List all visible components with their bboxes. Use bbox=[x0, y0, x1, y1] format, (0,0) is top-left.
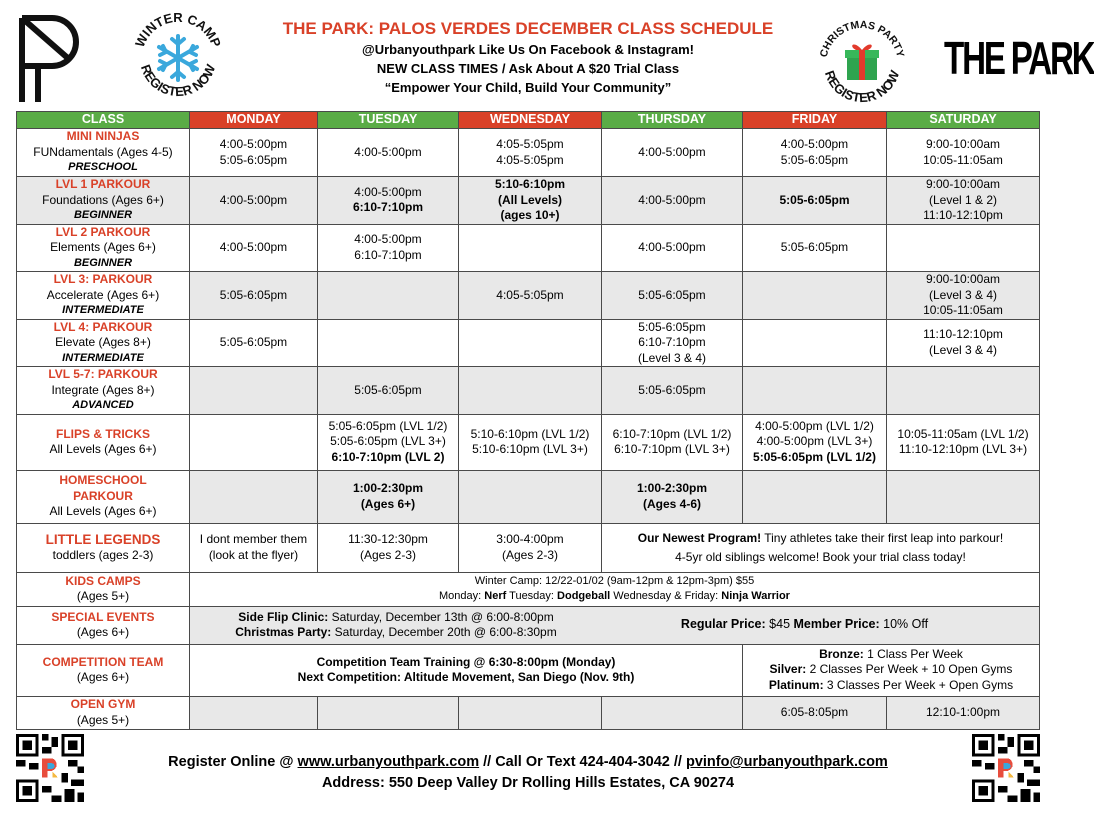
time-cell-thursday bbox=[602, 696, 743, 729]
time-cell-thursday: 6:10-7:10pm (LVL 1/2) 6:10-7:10pm (LVL 3+) bbox=[602, 414, 743, 470]
row-special-events bbox=[17, 606, 1040, 644]
svg-text:REGISTER NOW: REGISTER NOW bbox=[137, 62, 219, 100]
time-cell-thursday: 5:05-6:05pm bbox=[602, 272, 743, 320]
time-cell-tuesday bbox=[318, 272, 459, 320]
little-legends-promo: Our Newest Program! Tiny athletes take their first leap into parkour! 4-5yr old siblings welcome! Book your trial class today! bbox=[602, 523, 1040, 572]
time-cell-wednesday: 4:05-5:05pm 4:05-5:05pm bbox=[459, 129, 602, 177]
time-cell-tuesday: 1:00-2:30pm (Ages 6+) bbox=[318, 470, 459, 523]
page-title: THE PARK: PALOS VERDES DECEMBER CLASS SCHEDULE bbox=[282, 19, 774, 38]
class-cell: MINI NINJAS FUNdamentals (Ages 4-5) PRESCHOOL bbox=[17, 129, 190, 177]
time-cell-saturday bbox=[887, 224, 1040, 272]
christmas-party-badge bbox=[812, 12, 912, 112]
col-header-friday: FRIDAY bbox=[743, 112, 887, 129]
row-lvl1-parkour bbox=[17, 177, 1040, 225]
col-header-class: CLASS bbox=[17, 112, 190, 129]
time-cell-tuesday bbox=[318, 696, 459, 729]
class-cell: LVL 3: PARKOUR Accelerate (Ages 6+) INTERMEDIATE bbox=[17, 272, 190, 320]
row-mini-ninjas bbox=[17, 129, 1040, 177]
time-cell-monday: 5:05-6:05pm bbox=[190, 319, 318, 367]
class-cell: SPECIAL EVENTS (Ages 6+) bbox=[17, 606, 190, 644]
row-open-gym bbox=[17, 696, 1040, 729]
page-header bbox=[0, 0, 1094, 112]
time-cell-saturday: 9:00-10:00am 10:05-11:05am bbox=[887, 129, 1040, 177]
col-header-tuesday: TUESDAY bbox=[318, 112, 459, 129]
competition-training-info: Competition Team Training @ 6:30-8:00pm (Monday) Next Competition: Altitude Movement, San Diego (Nov. 9th) bbox=[190, 644, 743, 696]
row-kids-camps bbox=[17, 572, 1040, 606]
website-link[interactable]: www.urbanyouthpark.com bbox=[297, 754, 480, 770]
class-schedule-table bbox=[16, 111, 1040, 730]
time-cell-friday bbox=[743, 367, 887, 415]
class-cell: HOMESCHOOL PARKOUR All Levels (Ages 6+) bbox=[17, 470, 190, 523]
time-cell-friday: 4:00-5:00pm (LVL 1/2) 4:00-5:00pm (LVL 3+) 5:05-6:05pm (LVL 1/2) bbox=[743, 414, 887, 470]
time-cell-friday: 5:05-6:05pm bbox=[743, 224, 887, 272]
time-cell-thursday: 1:00-2:30pm (Ages 4-6) bbox=[602, 470, 743, 523]
time-cell-monday: I dont member them (look at the flyer) bbox=[190, 523, 318, 572]
time-cell-wednesday bbox=[459, 696, 602, 729]
header-text-block bbox=[250, 18, 806, 97]
time-cell-wednesday bbox=[459, 367, 602, 415]
class-cell: COMPETITION TEAM (Ages 6+) bbox=[17, 644, 190, 696]
row-lvl4-parkour bbox=[17, 319, 1040, 367]
time-cell-saturday: 9:00-10:00am (Level 1 & 2) 11:10-12:10pm bbox=[887, 177, 1040, 225]
time-cell-friday bbox=[743, 319, 887, 367]
class-cell: LVL 4: PARKOUR Elevate (Ages 8+) INTERMEDIATE bbox=[17, 319, 190, 367]
email-link[interactable]: pvinfo@urbanyouthpark.com bbox=[685, 754, 888, 770]
time-cell-saturday bbox=[887, 470, 1040, 523]
time-cell-monday bbox=[190, 470, 318, 523]
class-cell: KIDS CAMPS (Ages 5+) bbox=[17, 572, 190, 606]
col-header-wednesday: WEDNESDAY bbox=[459, 112, 602, 129]
col-header-thursday: THURSDAY bbox=[602, 112, 743, 129]
time-cell-friday: 4:00-5:00pm 5:05-6:05pm bbox=[743, 129, 887, 177]
class-cell: FLIPS & TRICKS All Levels (Ages 6+) bbox=[17, 414, 190, 470]
row-lvl3-parkour bbox=[17, 272, 1040, 320]
time-cell-wednesday: 4:05-5:05pm bbox=[459, 272, 602, 320]
time-cell-friday: 5:05-6:05pm bbox=[743, 177, 887, 225]
qr-code-icon[interactable] bbox=[16, 734, 84, 802]
class-cell: LITTLE LEGENDS toddlers (ages 2-3) bbox=[17, 523, 190, 572]
page-footer bbox=[100, 752, 956, 794]
col-header-saturday: SATURDAY bbox=[887, 112, 1040, 129]
winter-camp-badge bbox=[128, 6, 228, 106]
svg-text:REGISTER NOW: REGISTER NOW bbox=[821, 68, 903, 106]
competition-tiers: Bronze: 1 Class Per Week Silver: 2 Classes Per Week + 10 Open Gyms Platinum: 3 Classes Per Week + Open Gyms bbox=[743, 644, 1040, 696]
time-cell-monday bbox=[190, 414, 318, 470]
special-events-info: Side Flip Clinic: Saturday, December 13th @ 6:00-8:00pm Christmas Party: Saturday, December 20th @ 6:00-8:30pm Regular Price: $45 Member Price: 10% Off bbox=[190, 606, 1040, 644]
address-line: Address: 550 Deep Valley Dr Rolling Hills Estates, CA 90274 bbox=[321, 775, 735, 791]
gift-icon bbox=[845, 45, 879, 80]
time-cell-saturday: 11:10-12:10pm (Level 3 & 4) bbox=[887, 319, 1040, 367]
time-cell-thursday: 5:05-6:05pm bbox=[602, 367, 743, 415]
time-cell-monday: 5:05-6:05pm bbox=[190, 272, 318, 320]
time-cell-saturday: 10:05-11:05am (LVL 1/2) 11:10-12:10pm (LVL 3+) bbox=[887, 414, 1040, 470]
kids-camps-info: Winter Camp: 12/22-01/02 (9am-12pm & 12pm-3pm) $55 Monday: Nerf Tuesday: Dodgeball Wednesday & Friday: Ninja Warrior bbox=[190, 572, 1040, 606]
row-competition-team bbox=[17, 644, 1040, 696]
time-cell-thursday: 4:00-5:00pm bbox=[602, 224, 743, 272]
svg-text:WINTER CAMP: WINTER CAMP bbox=[132, 10, 224, 50]
row-little-legends bbox=[17, 523, 1040, 572]
class-cell: LVL 1 PARKOUR Foundations (Ages 6+) BEGINNER bbox=[17, 177, 190, 225]
contact-line: Register Online @ www.urbanyouthpark.com // Call Or Text 424-404-3042 // pvinfo@urbanyouthpark.com bbox=[168, 754, 888, 770]
time-cell-friday bbox=[743, 470, 887, 523]
qr-code-icon[interactable] bbox=[972, 734, 1040, 802]
svg-text:CHRISTMAS PARTY: CHRISTMAS PARTY bbox=[817, 18, 907, 59]
time-cell-monday bbox=[190, 696, 318, 729]
time-cell-wednesday bbox=[459, 470, 602, 523]
time-cell-tuesday: 11:30-12:30pm (Ages 2-3) bbox=[318, 523, 459, 572]
col-header-monday: MONDAY bbox=[190, 112, 318, 129]
class-times-line: NEW CLASS TIMES / Ask About A $20 Trial Class bbox=[376, 61, 680, 76]
the-park-logo: THE PARK bbox=[944, 32, 1094, 84]
time-cell-saturday bbox=[887, 367, 1040, 415]
time-cell-wednesday bbox=[459, 319, 602, 367]
time-cell-tuesday: 5:05-6:05pm (LVL 1/2) 5:05-6:05pm (LVL 3+) 6:10-7:10pm (LVL 2) bbox=[318, 414, 459, 470]
time-cell-thursday: 4:00-5:00pm bbox=[602, 177, 743, 225]
time-cell-monday: 4:00-5:00pm 5:05-6:05pm bbox=[190, 129, 318, 177]
time-cell-tuesday: 5:05-6:05pm bbox=[318, 367, 459, 415]
row-lvl57-parkour bbox=[17, 367, 1040, 415]
time-cell-tuesday bbox=[318, 319, 459, 367]
time-cell-monday: 4:00-5:00pm bbox=[190, 177, 318, 225]
time-cell-tuesday: 4:00-5:00pm bbox=[318, 129, 459, 177]
time-cell-monday: 4:00-5:00pm bbox=[190, 224, 318, 272]
time-cell-saturday: 9:00-10:00am (Level 3 & 4) 10:05-11:05am bbox=[887, 272, 1040, 320]
time-cell-friday: 6:05-8:05pm bbox=[743, 696, 887, 729]
time-cell-friday bbox=[743, 272, 887, 320]
time-cell-saturday: 12:10-1:00pm bbox=[887, 696, 1040, 729]
park-p-logo bbox=[16, 14, 82, 106]
time-cell-monday bbox=[190, 367, 318, 415]
time-cell-wednesday: 5:10-6:10pm (All Levels) (ages 10+) bbox=[459, 177, 602, 225]
tagline: “Empower Your Child, Build Your Community” bbox=[384, 80, 672, 95]
row-flips-tricks bbox=[17, 414, 1040, 470]
time-cell-wednesday bbox=[459, 224, 602, 272]
snowflake-icon bbox=[159, 36, 197, 80]
row-homeschool-parkour bbox=[17, 470, 1040, 523]
social-line: @Urbanyouthpark Like Us On Facebook & Instagram! bbox=[362, 42, 694, 57]
time-cell-thursday: 5:05-6:05pm 6:10-7:10pm (Level 3 & 4) bbox=[602, 319, 743, 367]
table-header-row bbox=[17, 112, 1040, 129]
time-cell-wednesday: 5:10-6:10pm (LVL 1/2) 5:10-6:10pm (LVL 3+) bbox=[459, 414, 602, 470]
class-cell: LVL 2 PARKOUR Elements (Ages 6+) BEGINNER bbox=[17, 224, 190, 272]
time-cell-thursday: 4:00-5:00pm bbox=[602, 129, 743, 177]
class-cell: LVL 5-7: PARKOUR Integrate (Ages 8+) ADVANCED bbox=[17, 367, 190, 415]
time-cell-tuesday: 4:00-5:00pm 6:10-7:10pm bbox=[318, 224, 459, 272]
time-cell-wednesday: 3:00-4:00pm (Ages 2-3) bbox=[459, 523, 602, 572]
class-cell: OPEN GYM (Ages 5+) bbox=[17, 696, 190, 729]
row-lvl2-parkour bbox=[17, 224, 1040, 272]
time-cell-tuesday: 4:00-5:00pm 6:10-7:10pm bbox=[318, 177, 459, 225]
